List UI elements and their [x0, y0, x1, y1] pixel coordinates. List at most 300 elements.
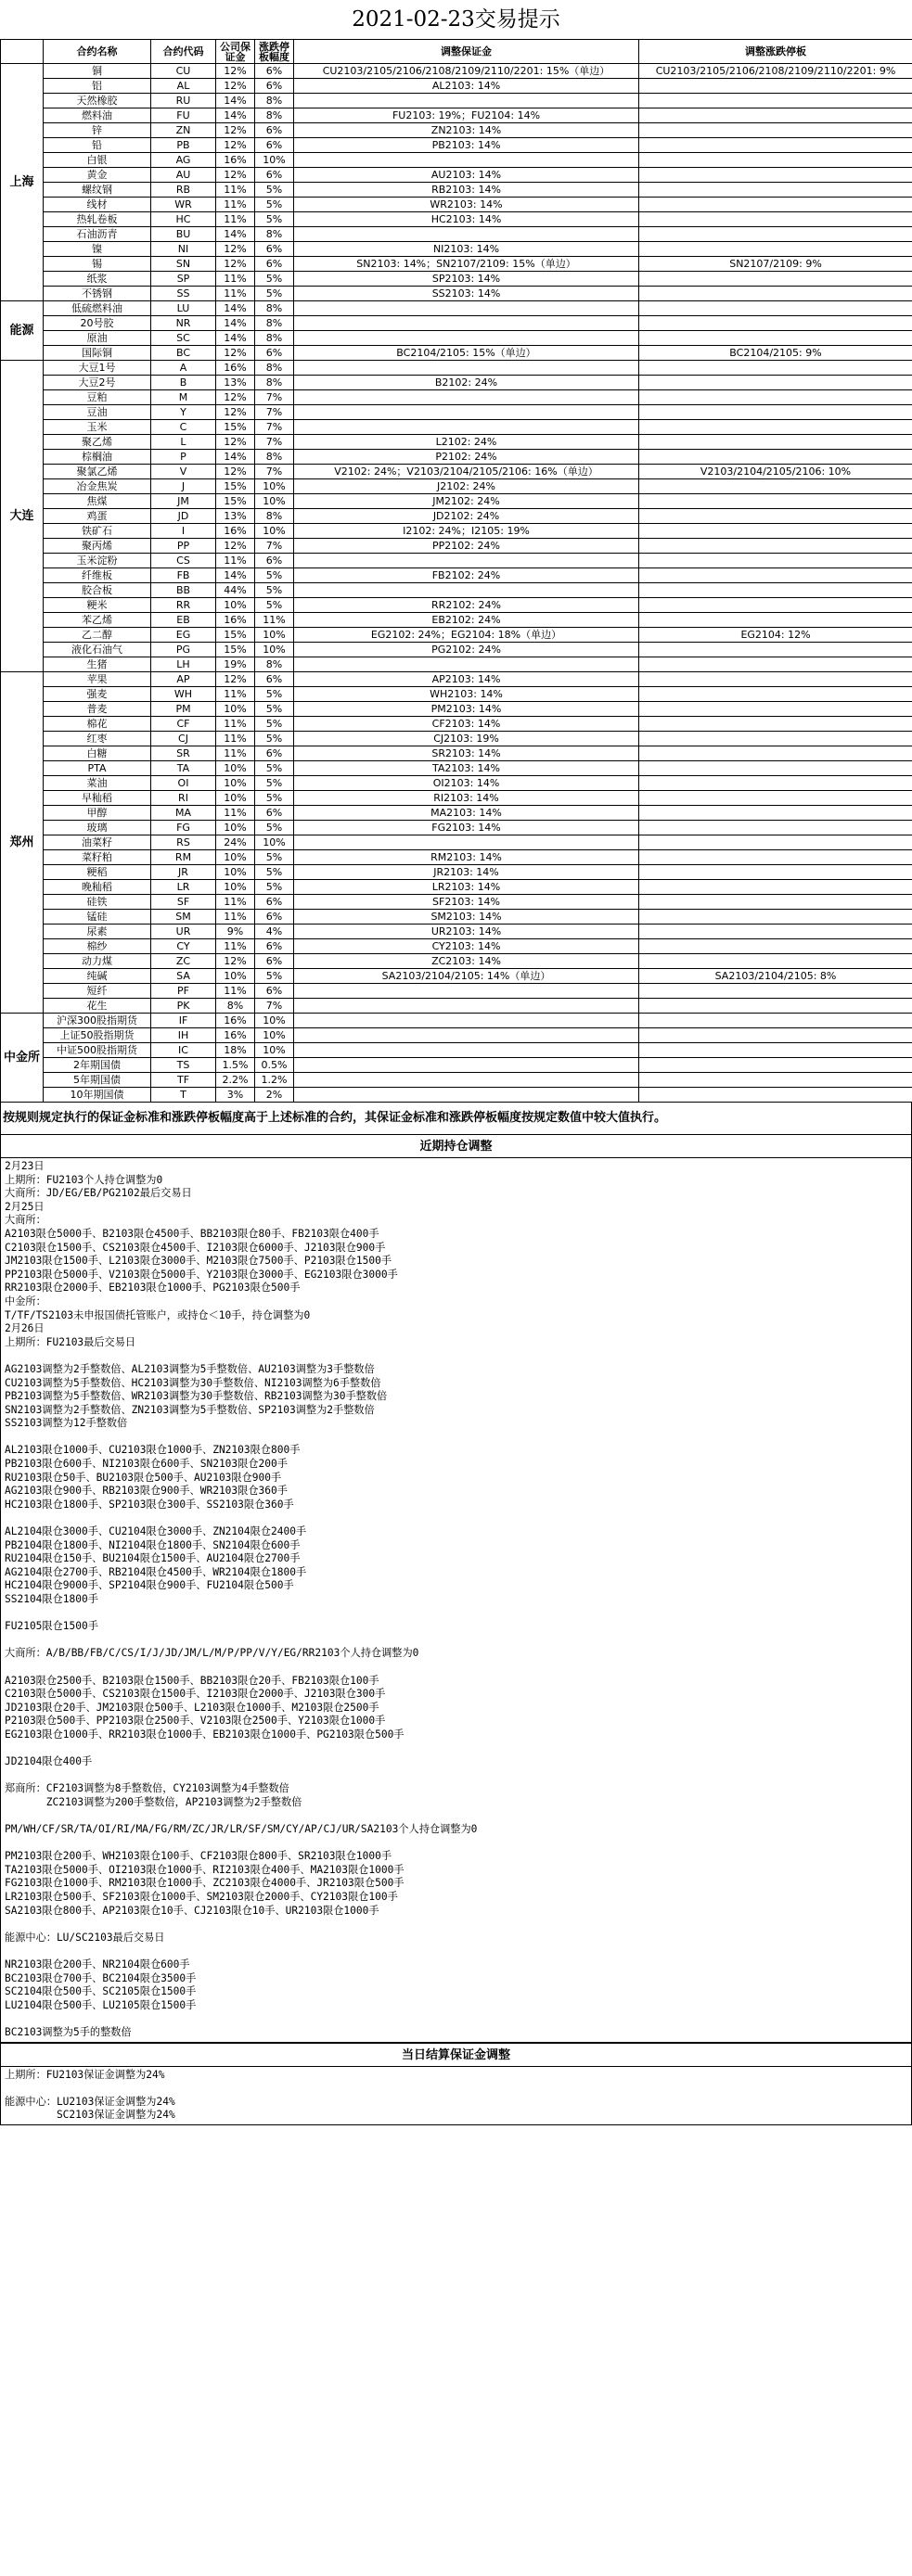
- table-row: [1, 984, 912, 999]
- note-line: [5, 1918, 907, 1932]
- adjusted-margin: [294, 1073, 639, 1088]
- contract-name: 强麦: [44, 687, 151, 702]
- limit-range: 5%: [255, 568, 294, 583]
- company-margin: 11%: [216, 746, 255, 761]
- contract-code: UR: [151, 925, 216, 939]
- contract-name: 2年期国债: [44, 1058, 151, 1073]
- limit-range: 8%: [255, 301, 294, 316]
- contract-code: CJ: [151, 732, 216, 746]
- contract-name: 红枣: [44, 732, 151, 746]
- company-margin: 15%: [216, 628, 255, 643]
- table-row: [1, 509, 912, 524]
- contract-name: 普麦: [44, 702, 151, 717]
- adjusted-margin: FU2103: 19%；FU2104: 14%: [294, 108, 639, 123]
- contract-code: JD: [151, 509, 216, 524]
- limit-range: 5%: [255, 183, 294, 198]
- note-line: C2103限仓1500手、CS2103限仓4500手、I2103限仓6000手、J2103限仓900手: [5, 1241, 386, 1254]
- table-row: [1, 806, 912, 821]
- position-adjust-heading: 近期持仓调整: [0, 1134, 912, 1158]
- limit-range: 5%: [255, 702, 294, 717]
- contract-code: PG: [151, 643, 216, 657]
- limit-range: 6%: [255, 138, 294, 153]
- note-line: PM2103限仓200手、WH2103限仓100手、CF2103限仓800手、SR2103限仓1000手: [5, 1850, 392, 1863]
- adjusted-limit: [639, 420, 912, 435]
- note-line: AG2103调整为2手整数倍、AL2103调整为5手整数倍、AU2103调整为3手整数倍: [5, 1362, 375, 1375]
- adjusted-limit: [639, 910, 912, 925]
- contract-code: FB: [151, 568, 216, 583]
- contract-name: 上证50股指期货: [44, 1028, 151, 1043]
- contract-code: EG: [151, 628, 216, 643]
- company-margin: 11%: [216, 806, 255, 821]
- contract-name: 玉米淀粉: [44, 554, 151, 568]
- contract-code: FG: [151, 821, 216, 835]
- limit-range: 8%: [255, 94, 294, 108]
- contract-code: CY: [151, 939, 216, 954]
- note-line: RR2103限仓2000手、EB2103限仓1000手、PG2103限仓500手: [5, 1282, 301, 1294]
- limit-range: 10%: [255, 479, 294, 494]
- limit-range: 6%: [255, 806, 294, 821]
- header-limit-range: 涨跌停板幅度: [255, 40, 294, 64]
- note-line: PB2103限仓600手、NI2103限仓600手、SN2103限仓200手: [5, 1458, 288, 1471]
- contract-code: T: [151, 1088, 216, 1103]
- adjusted-margin: V2102: 24%；V2103/2104/2105/2106: 16%（单边）: [294, 465, 639, 479]
- adjusted-margin: MA2103: 14%: [294, 806, 639, 821]
- limit-range: 10%: [255, 1043, 294, 1058]
- table-row: [1, 242, 912, 257]
- limit-range: 8%: [255, 331, 294, 346]
- contract-name: 沪深300股指期货: [44, 1014, 151, 1028]
- table-row: [1, 568, 912, 583]
- limit-range: 5%: [255, 761, 294, 776]
- adjusted-limit: [639, 509, 912, 524]
- adjusted-limit: [639, 79, 912, 94]
- adjusted-limit: [639, 702, 912, 717]
- limit-range: 10%: [255, 628, 294, 643]
- company-margin: 14%: [216, 108, 255, 123]
- adjusted-margin: ZC2103: 14%: [294, 954, 639, 969]
- company-margin: 14%: [216, 450, 255, 465]
- adjusted-margin: AU2103: 14%: [294, 168, 639, 183]
- adjusted-margin: BC2104/2105: 15%（单边）: [294, 346, 639, 361]
- limit-range: 10%: [255, 524, 294, 539]
- limit-range: 8%: [255, 509, 294, 524]
- contract-code: WH: [151, 687, 216, 702]
- contract-name: 原油: [44, 331, 151, 346]
- limit-range: 7%: [255, 465, 294, 479]
- adjusted-margin: RB2103: 14%: [294, 183, 639, 198]
- company-margin: 12%: [216, 390, 255, 405]
- company-margin: 11%: [216, 984, 255, 999]
- company-margin: 14%: [216, 331, 255, 346]
- table-row: [1, 999, 912, 1014]
- note-line: [5, 1431, 907, 1445]
- contract-name: 聚氯乙烯: [44, 465, 151, 479]
- adjusted-margin: [294, 420, 639, 435]
- table-row: [1, 702, 912, 717]
- adjusted-limit: V2103/2104/2105/2106: 10%: [639, 465, 912, 479]
- adjusted-margin: PM2103: 14%: [294, 702, 639, 717]
- note-line: AG2103限仓900手、RB2103限仓900手、WR2103限仓360手: [5, 1485, 288, 1498]
- table-row: [1, 287, 912, 301]
- contract-code: WR: [151, 198, 216, 212]
- limit-range: 5%: [255, 717, 294, 732]
- note-line: SS2104限仓1800手: [5, 1593, 98, 1605]
- company-margin: 11%: [216, 198, 255, 212]
- adjusted-limit: [639, 376, 912, 390]
- contract-code: ZN: [151, 123, 216, 138]
- table-row: [1, 850, 912, 865]
- contract-name: 纤维板: [44, 568, 151, 583]
- table-row: [1, 554, 912, 568]
- table-row: [1, 1028, 912, 1043]
- adjusted-limit: [639, 153, 912, 168]
- company-margin: 12%: [216, 405, 255, 420]
- adjusted-limit: [639, 732, 912, 746]
- contract-code: RB: [151, 183, 216, 198]
- limit-range: 6%: [255, 257, 294, 272]
- contract-name: 铝: [44, 79, 151, 94]
- limit-range: 6%: [255, 939, 294, 954]
- adjusted-limit: [639, 672, 912, 687]
- exchange-label: 郑州: [1, 672, 44, 1014]
- contract-name: 纯碱: [44, 969, 151, 984]
- contract-name: 早籼稻: [44, 791, 151, 806]
- adjusted-margin: SN2103: 14%；SN2107/2109: 15%（单边）: [294, 257, 639, 272]
- contract-code: SF: [151, 895, 216, 910]
- contract-name: 液化石油气: [44, 643, 151, 657]
- note-line: EG2103限仓1000手、RR2103限仓1000手、EB2103限仓1000手、PG2103限仓500手: [5, 1728, 405, 1741]
- contract-name: 甲醇: [44, 806, 151, 821]
- note-line: [5, 1349, 907, 1363]
- note-line: [5, 1810, 907, 1824]
- adjusted-margin: L2102: 24%: [294, 435, 639, 450]
- contract-name: 花生: [44, 999, 151, 1014]
- contract-table: [0, 39, 912, 1103]
- adjusted-margin: [294, 301, 639, 316]
- adjusted-limit: [639, 880, 912, 895]
- limit-range: 6%: [255, 554, 294, 568]
- table-row: [1, 331, 912, 346]
- adjusted-limit: [639, 984, 912, 999]
- contract-code: BC: [151, 346, 216, 361]
- adjusted-limit: [639, 643, 912, 657]
- adjusted-limit: [639, 242, 912, 257]
- adjusted-limit: [639, 1073, 912, 1088]
- contract-name: 大豆1号: [44, 361, 151, 376]
- adjusted-limit: [639, 1014, 912, 1028]
- adjusted-margin: WR2103: 14%: [294, 198, 639, 212]
- contract-code: LU: [151, 301, 216, 316]
- table-row: [1, 628, 912, 643]
- adjusted-margin: B2102: 24%: [294, 376, 639, 390]
- contract-code: RR: [151, 598, 216, 613]
- note-line: SC2103保证金调整为24%: [5, 2109, 175, 2122]
- limit-range: 6%: [255, 346, 294, 361]
- adjusted-margin: EG2102: 24%；EG2104: 18%（单边）: [294, 628, 639, 643]
- header-exchange-col: [1, 40, 44, 64]
- contract-name: 铅: [44, 138, 151, 153]
- adjusted-limit: [639, 450, 912, 465]
- table-row: [1, 123, 912, 138]
- table-row: [1, 598, 912, 613]
- company-margin: 16%: [216, 613, 255, 628]
- limit-range: 8%: [255, 227, 294, 242]
- adjusted-margin: [294, 1028, 639, 1043]
- company-margin: 15%: [216, 643, 255, 657]
- contract-name: 纸浆: [44, 272, 151, 287]
- table-row: [1, 183, 912, 198]
- adjusted-limit: [639, 613, 912, 628]
- adjusted-limit: [639, 776, 912, 791]
- contract-name: 白银: [44, 153, 151, 168]
- note-line: PB2104限仓1800手、NI2104限仓1800手、SN2104限仓600手: [5, 1538, 301, 1551]
- company-margin: 12%: [216, 242, 255, 257]
- contract-name: 豆粕: [44, 390, 151, 405]
- limit-range: 8%: [255, 316, 294, 331]
- adjusted-margin: [294, 390, 639, 405]
- contract-code: ZC: [151, 954, 216, 969]
- adjusted-margin: FB2102: 24%: [294, 568, 639, 583]
- adjusted-margin: WH2103: 14%: [294, 687, 639, 702]
- contract-name: 棕榈油: [44, 450, 151, 465]
- note-line: 中金所：: [5, 1294, 46, 1307]
- note-line: 2月23日: [5, 1160, 45, 1172]
- company-margin: 16%: [216, 524, 255, 539]
- company-margin: 10%: [216, 761, 255, 776]
- contract-code: AG: [151, 153, 216, 168]
- note-line: C2103限仓5000手、CS2103限仓1500手、I2103限仓2000手、J2103限仓300手: [5, 1688, 386, 1701]
- table-row: [1, 732, 912, 746]
- contract-code: BU: [151, 227, 216, 242]
- note-line: LU2104限仓500手、LU2105限仓1500手: [5, 1998, 197, 2011]
- contract-code: PK: [151, 999, 216, 1014]
- table-row: [1, 865, 912, 880]
- limit-range: 6%: [255, 910, 294, 925]
- limit-range: 7%: [255, 405, 294, 420]
- company-margin: 3%: [216, 1088, 255, 1103]
- adjusted-margin: P2102: 24%: [294, 450, 639, 465]
- adjusted-limit: [639, 717, 912, 732]
- adjusted-limit: [639, 791, 912, 806]
- header-adjusted-margin: 调整保证金: [294, 40, 639, 64]
- contract-code: SN: [151, 257, 216, 272]
- contract-code: JR: [151, 865, 216, 880]
- company-margin: 15%: [216, 479, 255, 494]
- company-margin: 11%: [216, 554, 255, 568]
- exchange-label: 大连: [1, 361, 44, 672]
- adjusted-margin: TA2103: 14%: [294, 761, 639, 776]
- note-line: [5, 1837, 907, 1851]
- company-margin: 12%: [216, 257, 255, 272]
- adjusted-limit: [639, 331, 912, 346]
- company-margin: 10%: [216, 850, 255, 865]
- contract-code: SR: [151, 746, 216, 761]
- company-margin: 11%: [216, 212, 255, 227]
- note-line: A2103限仓2500手、B2103限仓1500手、BB2103限仓20手、FB2103限仓100手: [5, 1674, 379, 1687]
- adjusted-limit: [639, 687, 912, 702]
- adjusted-limit: [639, 925, 912, 939]
- adjusted-limit: [639, 895, 912, 910]
- table-row: [1, 227, 912, 242]
- note-line: LR2103限仓500手、SF2103限仓1000手、SM2103限仓2000手、CY2103限仓100手: [5, 1891, 398, 1904]
- table-row: [1, 212, 912, 227]
- limit-range: 5%: [255, 287, 294, 301]
- adjusted-limit: BC2104/2105: 9%: [639, 346, 912, 361]
- table-row: [1, 880, 912, 895]
- header-contract-name: 合约名称: [44, 40, 151, 64]
- adjusted-limit: SA2103/2104/2105: 8%: [639, 969, 912, 984]
- adjusted-margin: [294, 1088, 639, 1103]
- contract-name: 燃料油: [44, 108, 151, 123]
- adjusted-limit: [639, 301, 912, 316]
- adjusted-margin: PB2103: 14%: [294, 138, 639, 153]
- limit-range: 5%: [255, 687, 294, 702]
- limit-range: 6%: [255, 168, 294, 183]
- contract-name: 石油沥青: [44, 227, 151, 242]
- adjusted-margin: SM2103: 14%: [294, 910, 639, 925]
- adjusted-limit: [639, 806, 912, 821]
- limit-range: 10%: [255, 494, 294, 509]
- adjusted-limit: [639, 999, 912, 1014]
- company-margin: 10%: [216, 969, 255, 984]
- contract-code: BB: [151, 583, 216, 598]
- contract-code: IF: [151, 1014, 216, 1028]
- adjusted-margin: [294, 835, 639, 850]
- note-line: FU2105限仓1500手: [5, 1620, 98, 1633]
- table-row: [1, 969, 912, 984]
- adjusted-margin: [294, 999, 639, 1014]
- contract-name: 胶合板: [44, 583, 151, 598]
- note-line: [5, 1661, 907, 1675]
- exchange-label: 上海: [1, 64, 44, 301]
- contract-name: 冶金焦炭: [44, 479, 151, 494]
- table-row: [1, 539, 912, 554]
- company-margin: 13%: [216, 376, 255, 390]
- table-row: [1, 746, 912, 761]
- adjusted-margin: [294, 1058, 639, 1073]
- contract-name: 不锈钢: [44, 287, 151, 301]
- table-row: [1, 198, 912, 212]
- contract-name: 粳米: [44, 598, 151, 613]
- adjusted-margin: [294, 1043, 639, 1058]
- contract-name: 油菜籽: [44, 835, 151, 850]
- note-line: NR2103限仓200手、NR2104限仓600手: [5, 1958, 190, 1971]
- contract-code: RS: [151, 835, 216, 850]
- adjusted-margin: [294, 554, 639, 568]
- contract-name: 锌: [44, 123, 151, 138]
- table-row: [1, 316, 912, 331]
- limit-range: 6%: [255, 64, 294, 79]
- table-row: [1, 925, 912, 939]
- company-margin: 16%: [216, 1014, 255, 1028]
- table-row: [1, 494, 912, 509]
- note-line: RU2103限仓50手、BU2103限仓500手、AU2103限仓900手: [5, 1471, 282, 1484]
- limit-range: 11%: [255, 613, 294, 628]
- contract-name: 5年期国债: [44, 1073, 151, 1088]
- contract-name: 天然橡胶: [44, 94, 151, 108]
- limit-range: 8%: [255, 657, 294, 672]
- table-row: [1, 79, 912, 94]
- contract-name: PTA: [44, 761, 151, 776]
- table-row: [1, 776, 912, 791]
- adjusted-margin: FG2103: 14%: [294, 821, 639, 835]
- contract-name: 国际铜: [44, 346, 151, 361]
- adjusted-limit: [639, 524, 912, 539]
- adjusted-limit: [639, 123, 912, 138]
- contract-code: V: [151, 465, 216, 479]
- adjusted-margin: AP2103: 14%: [294, 672, 639, 687]
- table-row: [1, 94, 912, 108]
- limit-range: 5%: [255, 732, 294, 746]
- note-line: 郑商所：CF2103调整为8手整数倍，CY2103调整为4手整数倍: [5, 1782, 289, 1795]
- limit-range: 7%: [255, 390, 294, 405]
- note-line: [5, 1769, 907, 1783]
- contract-code: OI: [151, 776, 216, 791]
- adjusted-margin: [294, 316, 639, 331]
- table-row: [1, 910, 912, 925]
- adjusted-margin: [294, 361, 639, 376]
- company-margin: 10%: [216, 702, 255, 717]
- adjusted-margin: LR2103: 14%: [294, 880, 639, 895]
- company-margin: 11%: [216, 183, 255, 198]
- adjusted-limit: [639, 390, 912, 405]
- note-line: AG2104限仓2700手、RB2104限仓4500手、WR2104限仓1800手: [5, 1565, 307, 1578]
- limit-range: 8%: [255, 108, 294, 123]
- contract-name: 锰硅: [44, 910, 151, 925]
- contract-name: 热轧卷板: [44, 212, 151, 227]
- note-line: PM/WH/CF/SR/TA/OI/RI/MA/FG/RM/ZC/JR/LR/SF/SM/CY/AP/CJ/UR/SA2103个人持仓调整为0: [5, 1823, 478, 1836]
- contract-code: AU: [151, 168, 216, 183]
- note-line: JD2103限仓20手、JM2103限仓500手、L2103限仓1000手、M2103限仓2500手: [5, 1701, 379, 1714]
- contract-name: 苯乙烯: [44, 613, 151, 628]
- company-margin: 10%: [216, 865, 255, 880]
- contract-name: 线材: [44, 198, 151, 212]
- note-line: FG2103限仓1000手、RM2103限仓1000手、ZC2103限仓4000手、JR2103限仓500手: [5, 1877, 405, 1890]
- adjusted-margin: SA2103/2104/2105: 14%（单边）: [294, 969, 639, 984]
- note-line: [5, 2082, 907, 2096]
- limit-range: 5%: [255, 583, 294, 598]
- contract-code: I: [151, 524, 216, 539]
- limit-range: 6%: [255, 984, 294, 999]
- company-margin: 11%: [216, 687, 255, 702]
- company-margin: 12%: [216, 539, 255, 554]
- limit-range: 5%: [255, 272, 294, 287]
- company-margin: 12%: [216, 123, 255, 138]
- limit-range: 10%: [255, 643, 294, 657]
- contract-name: 菜籽粕: [44, 850, 151, 865]
- contract-code: HC: [151, 212, 216, 227]
- limit-range: 5%: [255, 791, 294, 806]
- limit-range: 2%: [255, 1088, 294, 1103]
- contract-name: 聚乙烯: [44, 435, 151, 450]
- limit-range: 6%: [255, 895, 294, 910]
- adjusted-margin: J2102: 24%: [294, 479, 639, 494]
- adjusted-margin: SF2103: 14%: [294, 895, 639, 910]
- contract-code: NR: [151, 316, 216, 331]
- adjusted-margin: CY2103: 14%: [294, 939, 639, 954]
- limit-range: 5%: [255, 821, 294, 835]
- limit-range: 6%: [255, 242, 294, 257]
- limit-range: 5%: [255, 850, 294, 865]
- contract-name: 短纤: [44, 984, 151, 999]
- note-line: 大商所：A/B/BB/FB/C/CS/I/J/JD/JM/L/M/P/PP/V/Y/EG/RR2103个人持仓调整为0: [5, 1647, 419, 1660]
- limit-range: 6%: [255, 746, 294, 761]
- note-line: 上期所：FU2103保证金调整为24%: [5, 2068, 165, 2081]
- adjusted-limit: [639, 954, 912, 969]
- contract-code: PP: [151, 539, 216, 554]
- company-margin: 2.2%: [216, 1073, 255, 1088]
- contract-name: 黄金: [44, 168, 151, 183]
